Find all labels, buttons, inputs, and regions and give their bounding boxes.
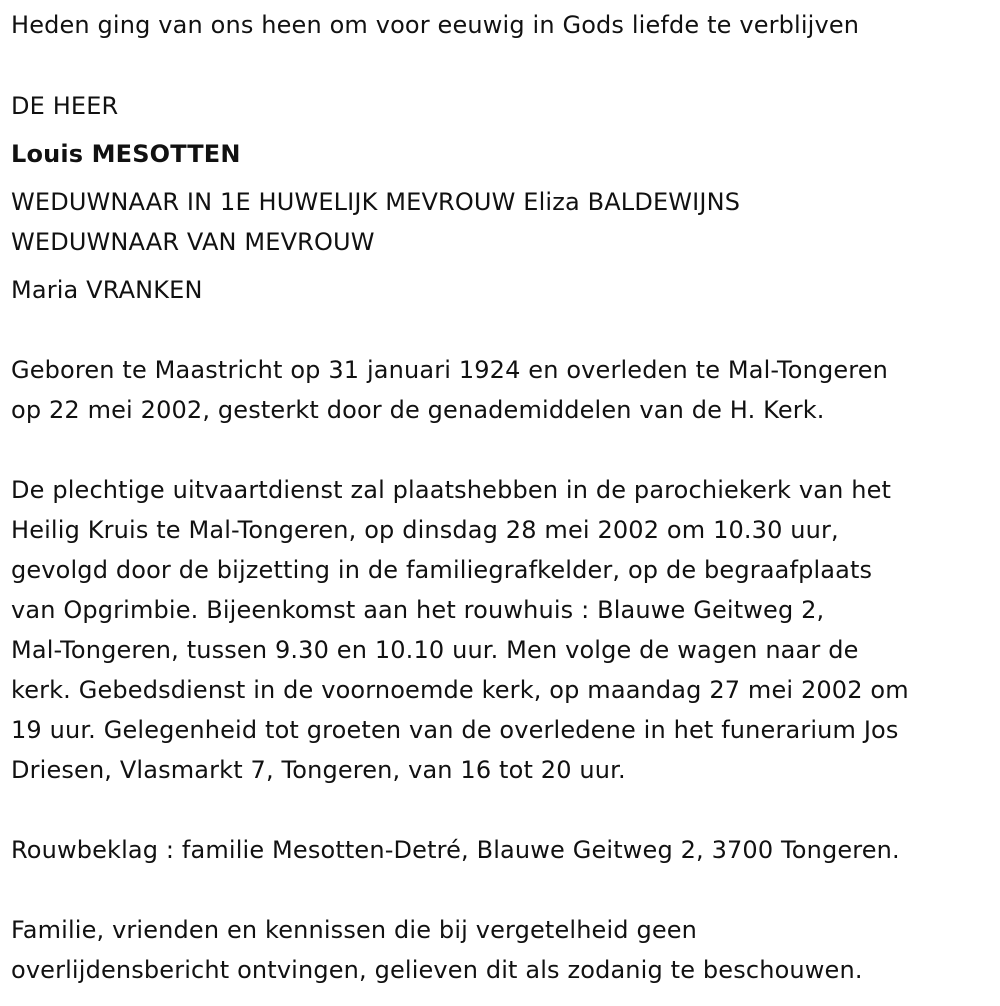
service-line: De plechtige uitvaartdienst zal plaatshebben in de parochiekerk van het [11,476,892,504]
spouse-name: Maria VRANKEN [11,276,203,304]
birth-death-line: Geboren te Maastricht op 31 januari 1924 en overleden te Mal-Tongeren [11,356,889,384]
service-line: 19 uur. Gelegenheid tot groeten van de overledene in het funerarium Jos [11,716,899,744]
relation-widower: WEDUWNAAR VAN MEVROUW [11,228,375,256]
closing-line: Familie, vrienden en kennissen die bij vergetelheid geen [11,916,698,944]
service-line: kerk. Gebedsdienst in de voornoemde kerk, op maandag 27 mei 2002 om [11,676,909,704]
service-line: Mal-Tongeren, tussen 9.30 en 10.10 uur. Men volge de wagen naar de [11,636,859,664]
service-line: Driesen, Vlasmarkt 7, Tongeren, van 16 tot 20 uur. [11,756,626,784]
service-line: gevolgd door de bijzetting in de familiegrafkelder, op de begraafplaats [11,556,873,584]
condolences-text: Rouwbeklag : familie Mesotten-Detré, Blauwe Geitweg 2, 3700 Tongeren. [11,836,900,864]
service-line: van Opgrimbie. Bijeenkomst aan het rouwhuis : Blauwe Geitweg 2, [11,596,825,624]
service-line: Heilig Kruis te Mal-Tongeren, op dinsdag 28 mei 2002 om 10.30 uur, [11,516,839,544]
relation-first-marriage: WEDUWNAAR IN 1E HUWELIJK MEVROUW Eliza BALDEWIJNS [11,188,741,216]
deceased-name: Louis MESOTTEN [11,140,241,168]
honorific: DE HEER [11,92,119,120]
closing-line: overlijdensbericht ontvingen, gelieven dit als zodanig te beschouwen. [11,956,863,984]
intro-text: Heden ging van ons heen om voor eeuwig in Gods liefde te verblijven [11,11,860,39]
birth-death-line: op 22 mei 2002, gesterkt door de genademiddelen van de H. Kerk. [11,396,825,424]
